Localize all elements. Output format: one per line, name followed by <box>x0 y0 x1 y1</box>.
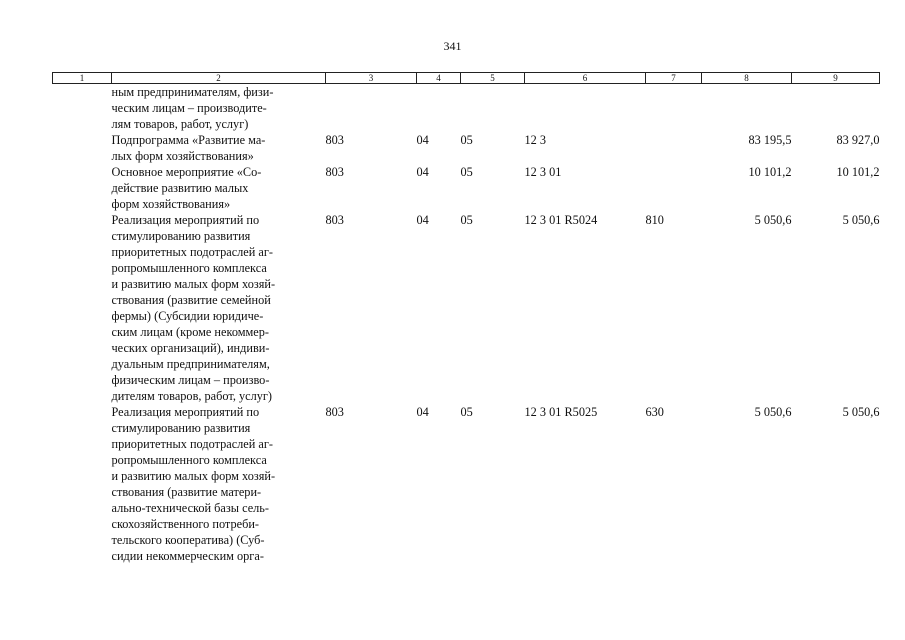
cell-name <box>112 164 326 212</box>
table-row <box>53 404 880 564</box>
cell-amount-year-2: 83 927,0 <box>836 133 880 147</box>
cell-podrazdel: 05 <box>460 405 473 419</box>
cell-amount-year-1: 83 195,5 <box>748 133 792 147</box>
col-header-5: 5 <box>461 73 525 84</box>
name-line: и развитию малых форм хозяй- <box>111 469 276 483</box>
cell-expense-type: 630 <box>645 405 664 419</box>
cell-razdel: 04 <box>416 405 429 419</box>
name-line: лых форм хозяйствования» <box>111 149 254 163</box>
name-line: Подпрограмма «Развитие ма- <box>111 133 266 147</box>
cell-amount-year-2: 5 050,6 <box>842 213 880 227</box>
budget-table <box>52 72 880 564</box>
cell-target-article: 12 3 01 <box>524 165 562 179</box>
col-header-8: 8 <box>702 73 792 84</box>
cell-razdel: 04 <box>416 133 429 147</box>
page-number: 341 <box>443 39 462 53</box>
col-header-6: 6 <box>525 73 646 84</box>
name-line: фермы) (Субсидии юридиче- <box>111 309 264 323</box>
name-line: приоритетных подотраслей аг- <box>111 437 274 451</box>
name-line: ческим лицам – производите- <box>111 101 267 115</box>
cell-ved <box>326 84 417 133</box>
col-header-1: 1 <box>53 73 112 84</box>
name-line: ствования (развитие семейной <box>111 293 271 307</box>
cell-name <box>112 212 326 404</box>
name-line: действие развитию малых <box>111 181 249 195</box>
name-line: ствования (развитие матери- <box>111 485 262 499</box>
name-line: тельского кооператива) (Суб- <box>111 533 265 547</box>
name-line: стимулированию развития <box>111 229 251 243</box>
cell-expense-type: 810 <box>645 213 664 227</box>
name-line: стимулированию развития <box>111 421 251 435</box>
cell-number <box>53 164 112 212</box>
col-header-3: 3 <box>326 73 417 84</box>
cell-expense-type <box>646 132 702 164</box>
cell-ved: 803 <box>325 165 344 179</box>
cell-amount-year-2 <box>792 84 880 133</box>
cell-number <box>53 84 112 133</box>
cell-amount-year-2: 10 101,2 <box>836 165 880 179</box>
col-header-7: 7 <box>646 73 702 84</box>
cell-amount-year-1 <box>702 84 792 133</box>
cell-expense-type <box>646 164 702 212</box>
name-line: Основное мероприятие «Со- <box>111 165 262 179</box>
cell-name <box>112 132 326 164</box>
cell-number <box>53 212 112 404</box>
col-header-2: 2 <box>112 73 326 84</box>
cell-amount-year-1: 10 101,2 <box>748 165 792 179</box>
cell-podrazdel: 05 <box>460 165 473 179</box>
name-line: сидии некоммерческим орга- <box>111 549 264 563</box>
cell-name <box>112 404 326 564</box>
cell-amount-year-1: 5 050,6 <box>754 213 792 227</box>
name-line: Реализация мероприятий по <box>111 405 260 419</box>
name-line: ропромышленного комплекса <box>111 261 267 275</box>
name-line: Реализация мероприятий по <box>111 213 260 227</box>
col-header-9: 9 <box>792 73 880 84</box>
name-line: форм хозяйствования» <box>111 197 231 211</box>
cell-ved: 803 <box>325 133 344 147</box>
cell-target-article: 12 3 <box>524 133 547 147</box>
cell-razdel <box>417 84 461 133</box>
name-line: и развитию малых форм хозяй- <box>111 277 276 291</box>
cell-podrazdel: 05 <box>460 133 473 147</box>
cell-ved: 803 <box>325 405 344 419</box>
col-header-4: 4 <box>417 73 461 84</box>
name-line: ческих организаций), индиви- <box>111 341 270 355</box>
cell-number <box>53 404 112 564</box>
cell-name <box>112 84 326 133</box>
cell-target-article: 12 3 01 R5025 <box>524 405 598 419</box>
header-row <box>53 73 880 84</box>
name-line: ально-технической базы сель- <box>111 501 269 515</box>
table-row <box>53 84 880 133</box>
name-line: скохозяйственного потреби- <box>111 517 259 531</box>
cell-expense-type <box>646 84 702 133</box>
cell-amount-year-1: 5 050,6 <box>754 405 792 419</box>
name-line: приоритетных подотраслей аг- <box>111 245 274 259</box>
cell-number <box>53 132 112 164</box>
cell-razdel: 04 <box>416 213 429 227</box>
table-row <box>53 212 880 404</box>
name-line: ропромышленного комплекса <box>111 453 267 467</box>
cell-target-article: 12 3 01 R5024 <box>524 213 598 227</box>
cell-podrazdel <box>461 84 525 133</box>
table-row <box>53 132 880 164</box>
cell-amount-year-2: 5 050,6 <box>842 405 880 419</box>
name-line: ным предпринимателям, физи- <box>111 85 274 99</box>
table-row <box>53 164 880 212</box>
name-line: физическим лицам – произво- <box>111 373 270 387</box>
cell-target-article <box>525 84 646 133</box>
cell-razdel: 04 <box>416 165 429 179</box>
name-line: дителям товаров, работ, услуг) <box>111 389 273 403</box>
name-line: дуальным предпринимателям, <box>111 357 270 371</box>
cell-ved: 803 <box>325 213 344 227</box>
name-line: лям товаров, работ, услуг) <box>111 117 249 131</box>
name-line: ским лицам (кроме некоммер- <box>111 325 269 339</box>
cell-podrazdel: 05 <box>460 213 473 227</box>
